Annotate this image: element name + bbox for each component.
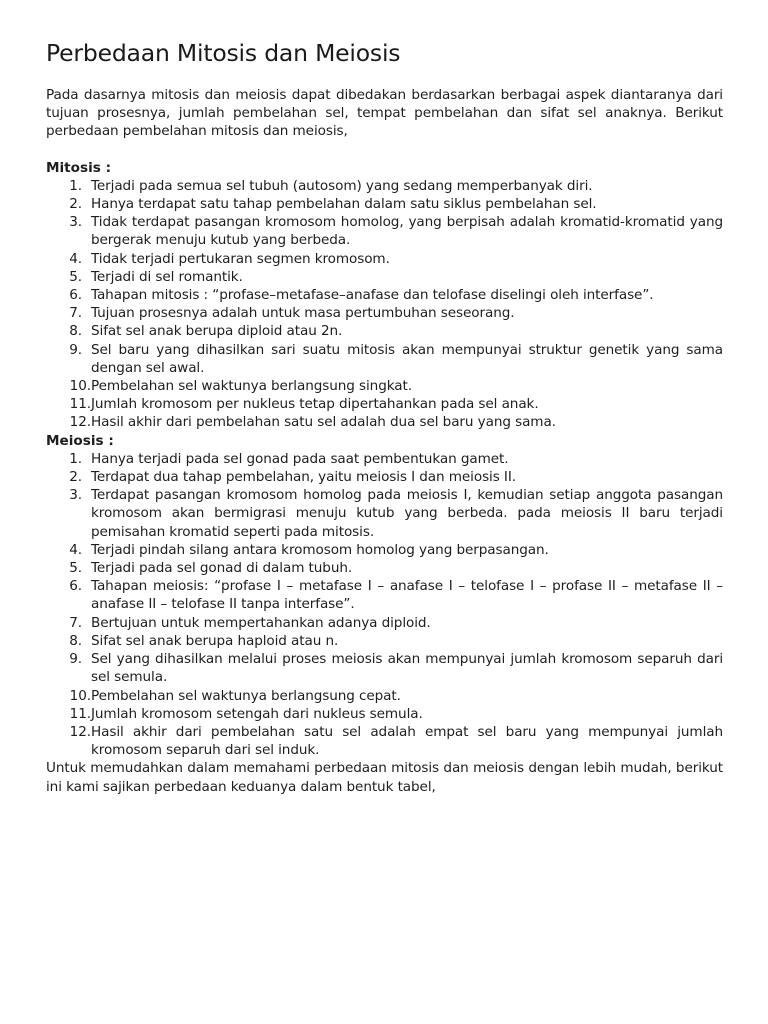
page-title: Perbedaan Mitosis dan Meiosis (46, 39, 401, 67)
list-item-number: 12. (69, 414, 91, 431)
list-item-number: 6. (69, 578, 82, 595)
list-item-number: 3. (69, 214, 82, 231)
list-item-number: 10. (69, 687, 91, 704)
list-item-number: 9. (69, 341, 82, 358)
list-item-number: 2. (69, 196, 82, 213)
list-item-text: Bertujuan untuk mempertahankan adanya diploid. (91, 614, 431, 631)
meiosis-heading: Meiosis : (46, 432, 114, 449)
list-item-text: Sel baru yang dihasilkan sari suatu mitosis akan mempunyai struktur genetik yang sama dengan sel awal. (91, 341, 723, 376)
list-item-text: Hasil akhir dari pembelahan satu sel adalah empat sel baru yang mempunyai jumlah kromosom separuh dari sel induk. (91, 723, 723, 759)
list-item-text: Sifat sel anak berupa haploid atau n. (91, 632, 339, 649)
list-item-text: Sel yang dihasilkan melalui proses meiosis akan mempunyai jumlah kromosom separuh dari sel semula. (91, 651, 723, 686)
list-item (46, 559, 723, 577)
list-item-text: Tidak terjadi pertukaran segmen kromosom. (91, 250, 390, 267)
list-item-number: 4. (69, 250, 82, 267)
list-item-text: Terdapat dua tahap pembelahan, yaitu meiosis I dan meiosis II. (91, 469, 516, 486)
list-item-number: 8. (69, 632, 82, 649)
list-item (46, 705, 723, 723)
list-item-text: Tidak terdapat pasangan kromosom homolog, yang berpisah adalah kromatid-kromatid yang bergerak menuju kutub yang berbeda. (91, 214, 723, 249)
list-item (46, 213, 723, 249)
list-item (46, 395, 723, 413)
list-item-text: Tahapan meiosis: “profase I – metafase I – anafase I – telofase I – profase II – metafase II – anafase II – telofase II tanpa interfase”. (91, 578, 723, 613)
list-item-number: 1. (69, 177, 82, 194)
list-item (46, 413, 723, 431)
list-item (46, 577, 723, 613)
list-item-number: 3. (69, 487, 82, 504)
list-item (46, 195, 723, 213)
list-item (46, 341, 723, 377)
list-item-text: Jumlah kromosom per nukleus tetap dipertahankan pada sel anak. (91, 396, 539, 413)
list-item-number: 5. (69, 268, 82, 285)
list-item (46, 614, 723, 632)
list-item-text: Hasil akhir dari pembelahan satu sel adalah dua sel baru yang sama. (91, 414, 556, 431)
list-item-number: 9. (69, 651, 82, 668)
list-item (46, 723, 723, 759)
list-item-text: Jumlah kromosom setengah dari nukleus semula. (91, 705, 423, 722)
list-item (46, 541, 723, 559)
meiosis-list (46, 450, 723, 759)
list-item-text: Hanya terjadi pada sel gonad pada saat pembentukan gamet. (91, 450, 509, 467)
list-item (46, 468, 723, 486)
list-item (46, 687, 723, 705)
list-item-number: 7. (69, 614, 82, 631)
list-item-text: Terjadi pada semua sel tubuh (autosom) yang sedang memperbanyak diri. (91, 177, 593, 194)
list-item-number: 7. (69, 305, 82, 322)
document-page (46, 38, 723, 796)
list-item-text: Tahapan mitosis : “profase–metafase–anafase dan telofase diselingi oleh interfase”. (91, 287, 654, 304)
list-item-text: Sifat sel anak berupa diploid atau 2n. (91, 323, 343, 340)
list-item (46, 632, 723, 650)
list-item (46, 268, 723, 286)
list-item (46, 486, 723, 541)
mitosis-heading: Mitosis : (46, 159, 112, 176)
closing-paragraph: Untuk memudahkan dalam memahami perbedaan mitosis dan meiosis dengan lebih mudah, berikut ini kami sajikan perbedaan keduanya dalam bentuk tabel, (46, 760, 723, 795)
list-item-number: 6. (69, 287, 82, 304)
list-item-number: 1. (69, 450, 82, 467)
list-item-number: 4. (69, 541, 82, 558)
list-item (46, 250, 723, 268)
list-item-number: 11. (69, 396, 91, 413)
list-item (46, 177, 723, 195)
list-item-text: Terdapat pasangan kromosom homolog pada meiosis I, kemudian setiap anggota pasangan kromosom akan bermigrasi menuju kutub yang berbeda. pada meiosis II baru terjadi pemisahan kromatid seperti pada mitosis. (91, 487, 723, 540)
list-item (46, 450, 723, 468)
list-item-text: Pembelahan sel waktunya berlangsung cepat. (91, 687, 401, 704)
list-item-text: Terjadi pada sel gonad di dalam tubuh. (91, 560, 353, 577)
list-item-text: Terjadi pindah silang antara kromosom homolog yang berpasangan. (91, 541, 549, 558)
list-item (46, 377, 723, 395)
list-item-number: 2. (69, 469, 82, 486)
list-item-text: Hanya terdapat satu tahap pembelahan dalam satu siklus pembelahan sel. (91, 196, 597, 213)
list-item-number: 10. (69, 378, 91, 395)
list-item-number: 5. (69, 560, 82, 577)
list-item-number: 8. (69, 323, 82, 340)
list-item (46, 650, 723, 686)
list-item-text: Pembelahan sel waktunya berlangsung singkat. (91, 378, 412, 395)
list-item (46, 304, 723, 322)
list-item-text: Tujuan prosesnya adalah untuk masa pertumbuhan seseorang. (91, 305, 515, 322)
intro-paragraph: Pada dasarnya mitosis dan meiosis dapat dibedakan berdasarkan berbagai aspek diantaranya dari tujuan prosesnya, jumlah pembelahan sel, tempat pembelahan dan sifat sel anaknya. Berikut perbedaan pembelahan mitosis dan meiosis, (46, 87, 723, 140)
list-item (46, 286, 723, 304)
list-item-number: 12. (69, 723, 91, 740)
mitosis-list (46, 177, 723, 432)
list-item-text: Terjadi di sel romantik. (91, 268, 243, 285)
list-item (46, 322, 723, 340)
list-item-number: 11. (69, 705, 91, 722)
